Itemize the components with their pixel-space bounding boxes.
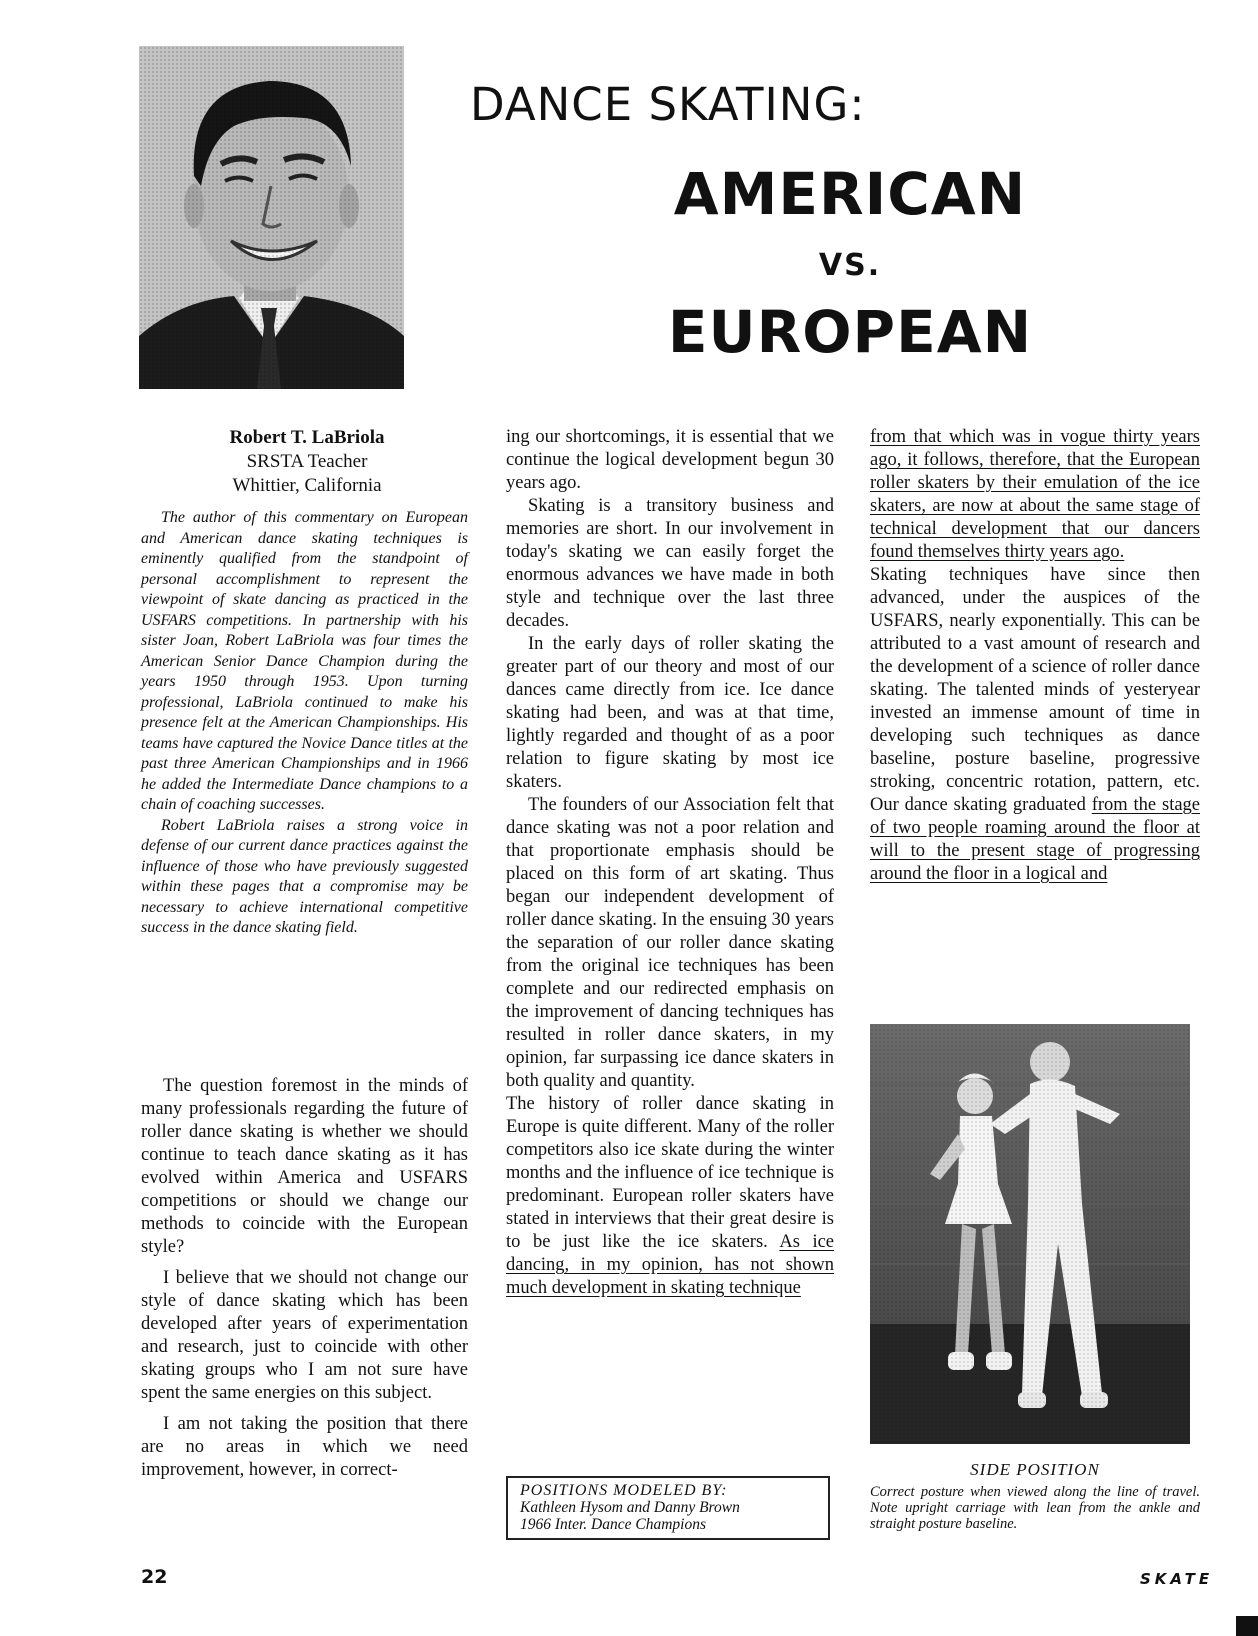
body-paragraph: I am not taking the position that there are no areas in which we need improvement, however, in correct-: [141, 1414, 468, 1480]
author-name: Robert T. LaBriola: [229, 427, 385, 448]
headline-dance-skating: DANCE SKATING:: [470, 78, 866, 131]
article-column-2: [506, 426, 834, 1300]
body-paragraph: Skating is a transitory business and memories are short. In our involvement in today's skating we can easily forget the enormous advances we have made in both style and technique over the last three decades.: [506, 496, 834, 631]
body-paragraph: I believe that we should not change our style of dance skating which has been developed after years of experimentation and research, just to coincide with other skating groups who I am not sure have spent the same energies on this subject.: [141, 1268, 468, 1403]
magazine-name: SKATE: [1140, 1570, 1214, 1588]
intro-paragraph: The author of this commentary on European and American dance skating techniques is eminently qualified from the standpoint of personal accomplishment to represent the viewpoint of skate dancing as practiced in the USFARS competitions. In partnership with his sister Joan, Robert LaBriola was four times the American Senior Dance Champion during the years 1950 through 1953. Upon turning professional, LaBriola continued to make his presence felt at the American Championships. His teams have captured the Novice Dance titles at the past three American Championships and in 1966 he added the Intermediate Dance champions to a chain of coaching successes.: [141, 509, 468, 813]
intro-paragraph: Robert LaBriola raises a strong voice in defense of our current dance practices against the influence of those who have previously suggested within these pages that a compromise may be necessary to achieve international competitive success in the dance skating field.: [141, 816, 468, 936]
body-paragraph: In the early days of roller skating the greater part of our theory and most of our dances came directly from ice. Ice dance skating had been, and was at that time, lightly regarded and thought of as a poor relation to figure skating by most ice skaters.: [506, 634, 834, 792]
credit-models: Kathleen Hysom and Danny Brown: [520, 1499, 740, 1516]
headline-american: AMERICAN: [673, 160, 1027, 228]
underlined-passage: from the stage of two people roaming around the floor at will to the present stage of progressing around the floor in a logical and: [870, 795, 1201, 884]
underlined-passage: As ice dancing, in my opinion, has not shown much development in skating technique: [506, 1232, 835, 1298]
author-role: SRSTA Teacher: [246, 451, 368, 472]
body-paragraph: The founders of our Association felt that dance skating was not a poor relation and that proportionate emphasis should be placed on this form of art skating. Thus began our independent development of roller dance skating. In the ensuing 30 years the separation of our roller dance skating from the original ice techniques has been complete and our redirected emphasis on the improvement of dancing techniques has resulted in roller dance skaters, in my opinion, far surpassing ice dance skaters in both quality and quantity.: [506, 795, 834, 1091]
headline-european: EUROPEAN: [667, 298, 1033, 366]
page-corner-mark: [1236, 1616, 1258, 1636]
skaters-photo: [870, 1024, 1190, 1444]
article-column-3: [870, 426, 1200, 886]
body-paragraph: The history of roller dance skating in Europe is quite different. Many of the roller competitors also ice skate during the winter months and the influence of ice technique is predominant. European roller skaters have stated in interviews that their great desire is to be just like the ice skaters.: [506, 1094, 834, 1252]
body-paragraph: The question foremost in the minds of many professionals regarding the future of roller dance skating is whether we should continue to teach dance skating as it has evolved within America and USFARS competitions or should we change our methods to coincide with the European style?: [141, 1076, 468, 1257]
credit-title: 1966 Inter. Dance Champions: [520, 1516, 706, 1533]
credit-heading: POSITIONS MODELED BY:: [520, 1482, 728, 1499]
author-introduction: [141, 508, 468, 939]
underlined-passage: from that which was in vogue thirty years ago, it follows, therefore, that the European roller skaters by their emulation of the ice skaters, are now at about the same stage of technical development that our dancers found themselves thirty years ago.: [870, 427, 1200, 562]
article-column-1: [141, 1075, 468, 1490]
body-paragraph: Skating techniques have since then advanced, under the auspices of the USFARS, nearly exponentially. This can be attributed to a vast amount of research and the development of a science of roller dance skating. The talented minds of yesteryear invested an immense amount of time in developing such techniques as dance baseline, posture baseline, progressive stroking, concentric rotation, pattern, etc. Our dance skating graduated: [870, 565, 1200, 815]
headline-vs: VS.: [818, 248, 882, 283]
body-paragraph: ing our shortcomings, it is essential that we continue the logical development begun 30 years ago.: [506, 427, 834, 493]
positions-credit-box: [506, 1476, 830, 1540]
page-number: 22: [141, 1566, 168, 1588]
photo-caption-text: Correct posture when viewed along the line of travel. Note upright carriage with lean from the ankle and straight posture baseline.: [870, 1484, 1200, 1532]
byline: [141, 426, 473, 498]
author-portrait: [139, 46, 404, 389]
author-location: Whittier, California: [232, 475, 382, 496]
photo-caption-title: SIDE POSITION: [970, 1460, 1100, 1479]
